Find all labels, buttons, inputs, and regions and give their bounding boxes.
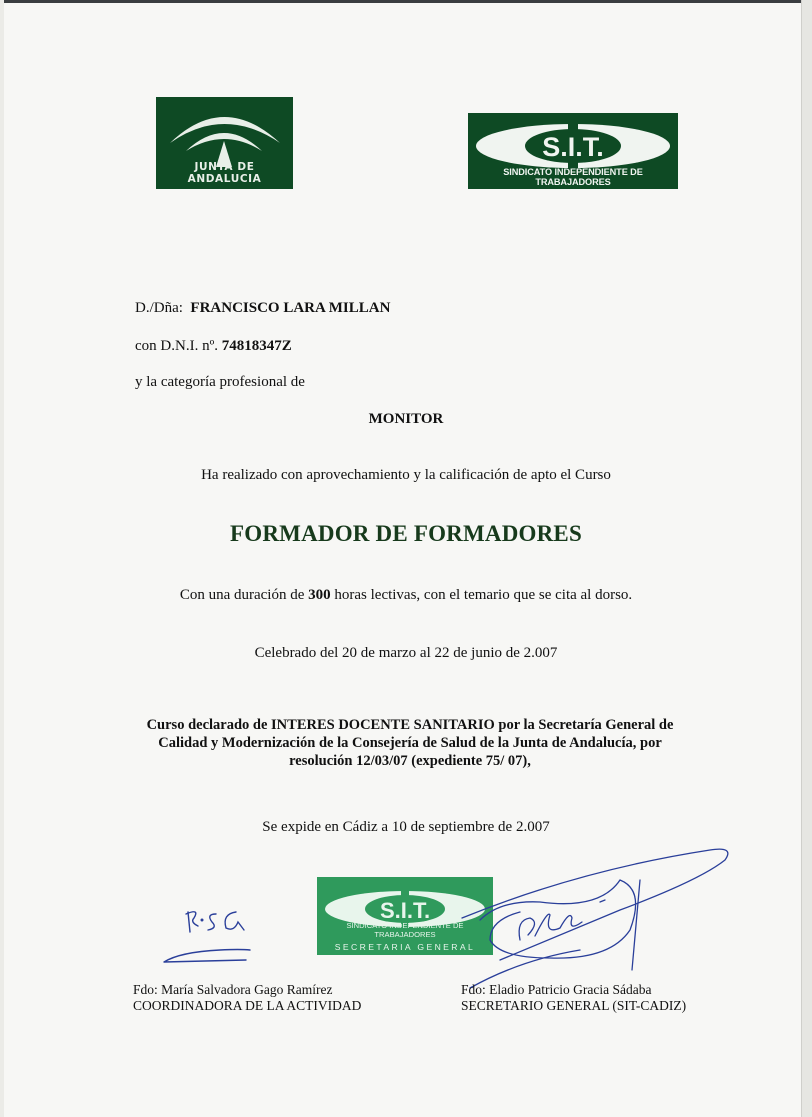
svg-text:S.I.T.: S.I.T. xyxy=(542,132,604,162)
duration-line xyxy=(0,587,812,604)
signer-right-role: SECRETARIO GENERAL (SIT-CADIZ) xyxy=(461,998,687,1013)
sit-logo-subtitle: SINDICATO INDEPENDIENTE DE TRABAJADORES xyxy=(503,167,643,187)
declaration-block xyxy=(130,716,690,770)
svg-text:S.I.T.: S.I.T. xyxy=(379,898,431,923)
category-label: y la categoría profesional de xyxy=(135,374,305,390)
scan-edge-top xyxy=(0,0,812,3)
duration-hours: 300 xyxy=(308,587,331,603)
scan-edge-left xyxy=(0,0,4,1117)
category-value: MONITOR xyxy=(368,411,444,427)
dni-line xyxy=(135,338,292,355)
stamp-subtitle: SINDICATO INDEPENDIENTE DE TRABAJADORES xyxy=(346,921,464,939)
declaration-line-1: Curso declarado de INTERES DOCENTE SANITARIO por la Secretaría General de xyxy=(146,717,674,733)
junta-de-andalucia-logo xyxy=(156,97,293,189)
dni-value: 74818347Z xyxy=(221,338,292,354)
duration-prefix: Con una duración de xyxy=(179,587,305,603)
recipient-name: FRANCISCO LARA MILLAN xyxy=(190,300,391,316)
declaration-line-2: Calidad y Modernización de la Consejería de Salud de la Junta de Andalucía, por xyxy=(158,735,662,751)
sit-logo xyxy=(468,113,678,189)
issue-place-date: Se expide en Cádiz a 10 de septiembre de 2.007 xyxy=(262,819,550,835)
declaration-line-3: resolución 12/03/07 (expediente 75/ 07), xyxy=(289,753,531,769)
scan-edge-right xyxy=(801,0,812,1117)
stamp-secretaria: SECRETARIA GENERAL xyxy=(334,942,476,952)
signature-left-icon xyxy=(160,900,270,970)
name-label: D./Dña: xyxy=(135,300,183,316)
signer-left-name: Fdo: María Salvadora Gago Ramírez xyxy=(133,982,333,997)
course-dates: Celebrado del 20 de marzo al 22 de junio de 2.007 xyxy=(254,645,558,661)
signature-right-block xyxy=(461,982,686,1014)
signer-left-role: COORDINADORA DE LA ACTIVIDAD xyxy=(133,998,362,1013)
dni-label: con D.N.I. nº. xyxy=(135,338,218,354)
recipient-name-line xyxy=(135,300,390,317)
junta-logo-text: JUNTA DE ANDALUCIA xyxy=(187,161,262,185)
signature-left-block xyxy=(133,982,361,1014)
signature-right-icon xyxy=(460,840,740,990)
course-title: FORMADOR DE FORMADORES xyxy=(230,521,582,546)
completion-text: Ha realizado con aprovechamiento y la calificación de apto el Curso xyxy=(201,467,611,483)
signer-right-name: Fdo: Eladio Patricio Gracia Sádaba xyxy=(461,982,652,997)
duration-suffix: horas lectivas, con el temario que se cita al dorso. xyxy=(334,587,633,603)
